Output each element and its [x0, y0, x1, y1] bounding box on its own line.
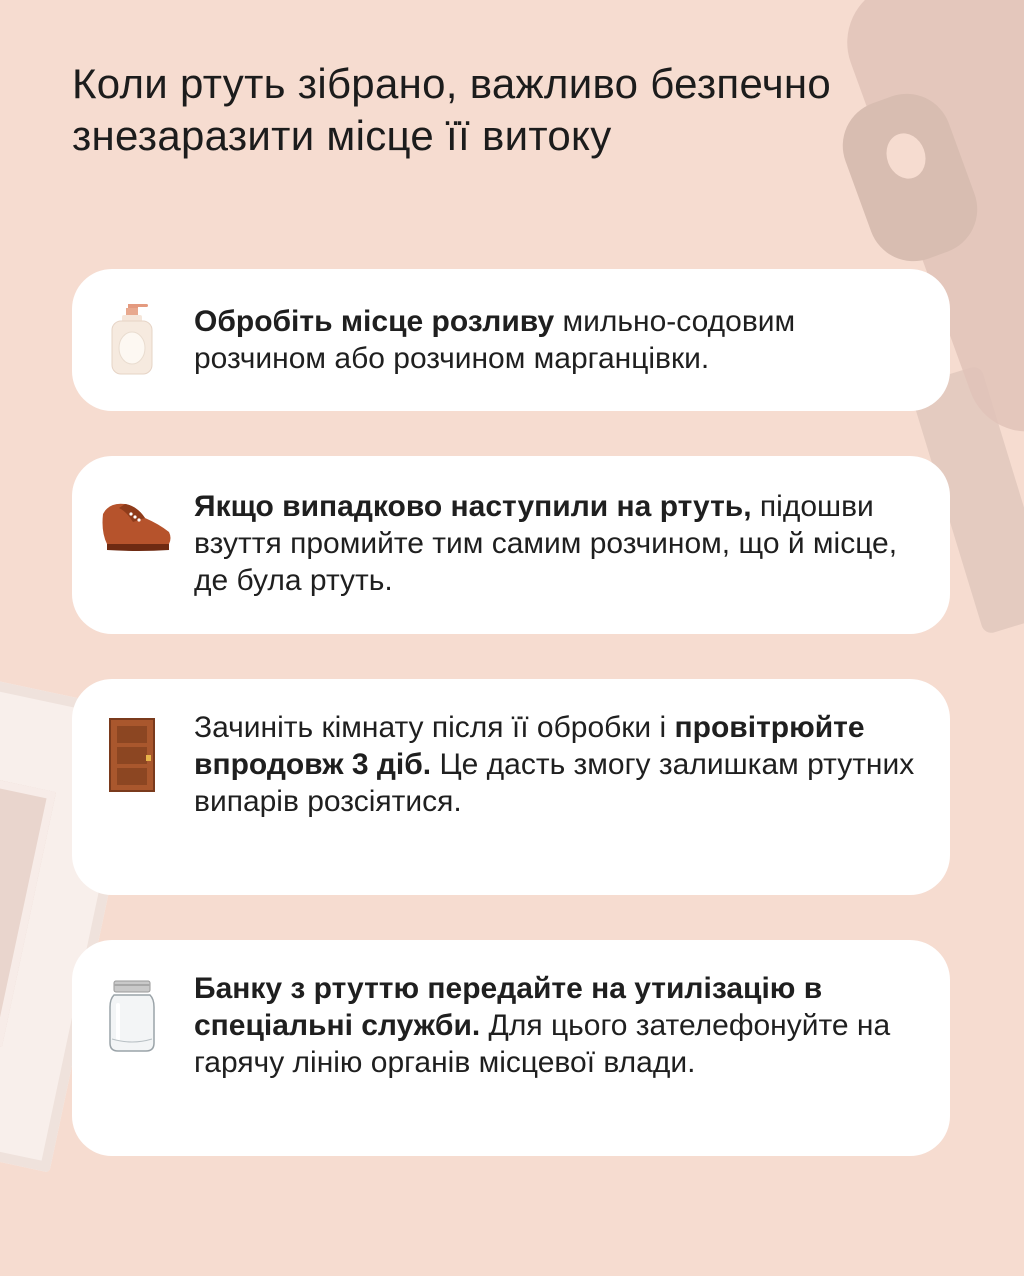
- instruction-rest: Для цього зателефонуйте на гарячу лінію органів місцевої влади.: [194, 1009, 891, 1079]
- instruction-bold: Банку з ртуттю передайте на утилізацію в спеціальні служби.: [194, 972, 823, 1042]
- instruction-text: [194, 303, 920, 377]
- instruction-text: [194, 970, 920, 1081]
- instruction-bold: Обробіть місце розливу: [194, 305, 555, 338]
- shoe-icon: [98, 484, 174, 564]
- instruction-bold: Якщо випадково наступили на ртуть,: [194, 490, 752, 523]
- page-title: Коли ртуть зібрано, важливо безпечно знезаразити місце її витоку: [72, 60, 832, 159]
- instruction-card-disposal: [72, 940, 950, 1156]
- instruction-text: [194, 488, 920, 599]
- instruction-rest: підошви взуття промийте тим самим розчином, що й місце, де була ртуть.: [194, 490, 898, 597]
- instruction-pre: Зачиніть кімнату після її обробки і: [194, 711, 675, 744]
- jar-icon: [104, 976, 160, 1056]
- soap-bottle-icon: [104, 299, 160, 379]
- instruction-text: [194, 709, 920, 820]
- instruction-rest: мильно-содовим розчином або розчином марганцівки.: [194, 305, 796, 375]
- instruction-card-ventilate: [72, 679, 950, 895]
- door-icon: [106, 715, 158, 795]
- instruction-card-shoes: [72, 456, 950, 634]
- instruction-card-disinfect: [72, 269, 950, 411]
- instruction-rest: Це дасть змогу залишкам ртутних випарів розсіятися.: [194, 748, 915, 818]
- instruction-bold: провітрюйте впродовж 3 діб.: [194, 711, 865, 781]
